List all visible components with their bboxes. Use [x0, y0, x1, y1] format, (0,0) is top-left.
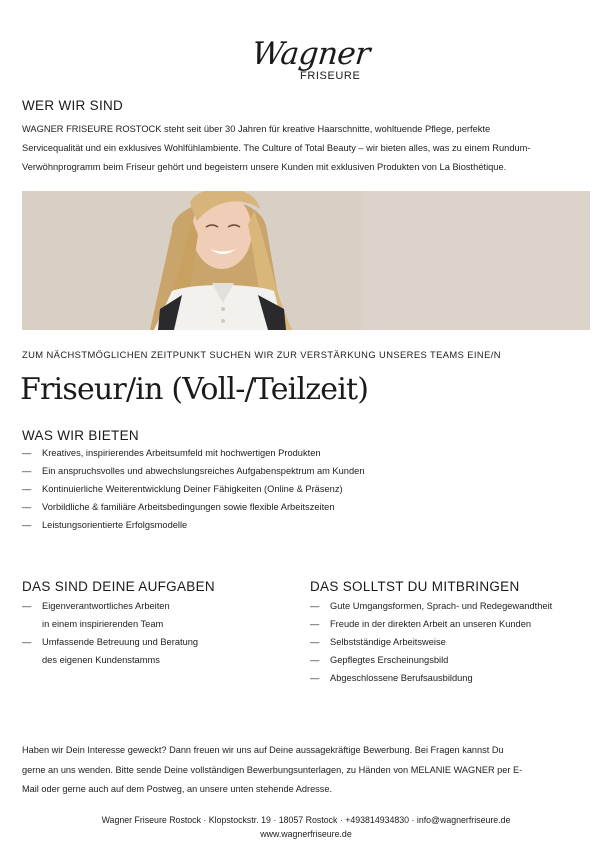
list-item: — Gepflegtes Erscheinungsbild	[310, 651, 600, 669]
dash-icon: —	[310, 655, 320, 665]
logo	[0, 30, 612, 88]
footer	[0, 813, 612, 841]
tasks-heading: DAS SIND DEINE AUFGABEN	[22, 579, 215, 594]
closing-line: gerne an uns wenden. Bitte sende Deine vollständigen Bewerbungsunterlagen, zu Händen von MELANIE WAGNER per E-	[22, 764, 523, 775]
dash-icon: —	[22, 601, 32, 611]
closing-text	[22, 741, 592, 800]
dash-icon: —	[22, 448, 32, 458]
job-title: Friseur/in (Voll-/Teilzeit)	[20, 372, 369, 407]
footer-address: Wagner Friseure Rostock · Klopstockstr. 19 · 18057 Rostock · +493814934830 · info@wagnerfriseure.de	[101, 815, 511, 825]
requirements-heading: DAS SOLLTST DU MITBRINGEN	[310, 579, 520, 594]
closing-line: Mail oder gerne auch auf dem Postweg, an unsere unten stehende Adresse.	[22, 784, 333, 794]
offer-list	[22, 444, 582, 534]
dash-icon: —	[310, 601, 320, 611]
list-item: — Selbstständige Arbeitsweise	[310, 633, 600, 651]
dash-icon: —	[22, 466, 32, 476]
list-item: — Eigenverantwortliches Arbeiten in einem inspirierenden Team	[22, 597, 292, 633]
logo-wordmark: Wagner	[250, 36, 372, 72]
closing-line: Haben wir Dein Interesse geweckt? Dann freuen wir uns auf Deine aussagekräftige Bewerbung. Bei Fragen kannst Du	[22, 745, 504, 755]
list-item: — Vorbildliche & familiäre Arbeitsbedingungen sowie flexible Arbeitszeiten	[22, 498, 582, 516]
website-link[interactable]: www.wagnerfriseure.de	[260, 829, 352, 839]
about-heading: WER WIR SIND	[22, 98, 124, 113]
list-item: — Freude in der direkten Arbeit an unseren Kunden	[310, 615, 600, 633]
list-item: — Umfassende Betreuung und Beratung des eigenen Kundenstamms	[22, 633, 292, 669]
job-kicker: ZUM NÄCHSTMÖGLICHEN ZEITPUNKT SUCHEN WIR ZUR VERSTÄRKUNG UNSERES TEAMS EINE/N	[22, 349, 501, 360]
about-line: Servicequalität und ein exklusives Wohlfühlambiente. The Culture of Total Beauty – wir bieten alles, was zu einem Rundum-	[22, 143, 531, 153]
about-line: Verwöhnprogramm beim Friseur gehört und begeistern unsere Kunden mit exklusiven Produkten von La Biosthétique.	[22, 162, 507, 172]
list-item: — Gute Umgangsformen, Sprach- und Redegewandtheit	[310, 597, 600, 615]
hero-illustration	[22, 191, 590, 330]
list-item: — Kreatives, inspirierendes Arbeitsumfeld mit hochwertigen Produkten	[22, 444, 582, 462]
list-item: — Ein anspruchsvolles und abwechslungsreiches Aufgabenspektrum am Kunden	[22, 462, 582, 480]
dash-icon: —	[310, 637, 320, 647]
about-line: WAGNER FRISEURE ROSTOCK steht seit über 30 Jahren für kreative Haarschnitte, wohltuende Pflege, perfekte	[22, 124, 491, 134]
dash-icon: —	[22, 520, 32, 530]
dash-icon: —	[310, 673, 320, 683]
dash-icon: —	[310, 619, 320, 629]
offer-heading: WAS WIR BIETEN	[22, 428, 139, 443]
list-item: — Kontinuierliche Weiterentwicklung Deiner Fähigkeiten (Online & Präsenz)	[22, 480, 582, 498]
list-item: — Leistungsorientierte Erfolgsmodelle	[22, 516, 582, 534]
dash-icon: —	[22, 502, 32, 512]
dash-icon: —	[22, 484, 32, 494]
about-text	[22, 120, 590, 177]
hero-image	[22, 191, 590, 330]
logo-subtitle: FRISEURE	[300, 70, 361, 82]
tasks-list	[22, 597, 292, 669]
list-item: — Abgeschlossene Berufsausbildung	[310, 669, 600, 687]
dash-icon: —	[22, 637, 32, 647]
requirements-list	[310, 597, 600, 687]
